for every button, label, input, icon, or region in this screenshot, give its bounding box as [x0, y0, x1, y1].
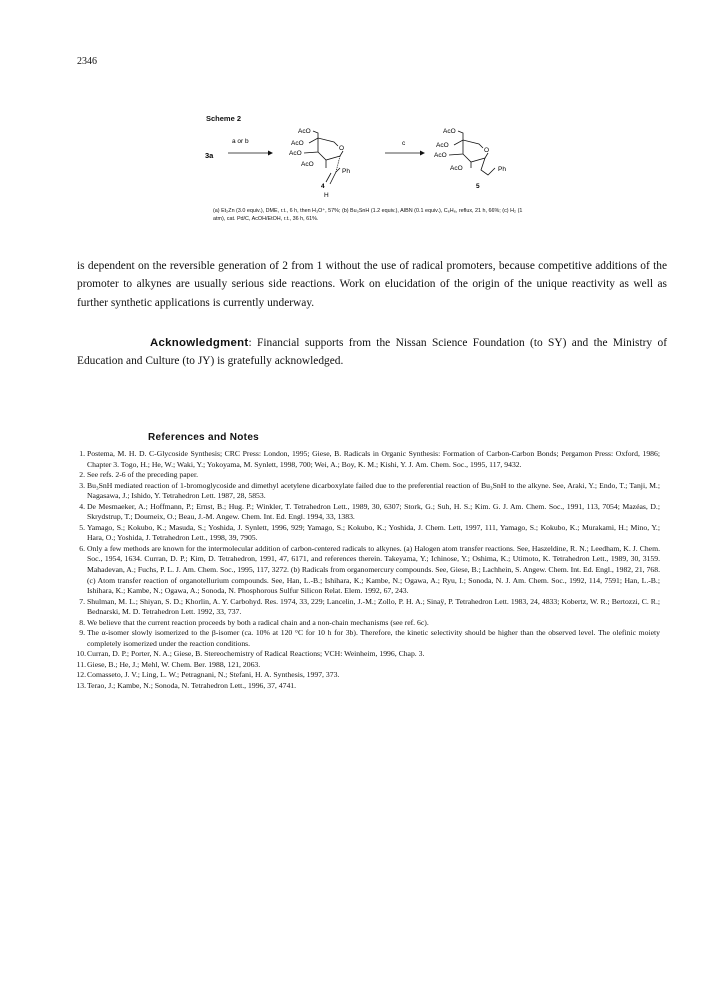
c4-aco-2: AcO	[301, 161, 314, 168]
reference-item	[77, 670, 660, 681]
reference-number: 2.	[79, 470, 85, 480]
references-list	[77, 449, 660, 692]
reference-item	[77, 523, 660, 544]
reference-number: 10.	[76, 649, 86, 659]
acknowledgment-text: : Financial supports from the Nissan Science Foundation (to SY) and the Ministry of Education and Culture (to JY) is gratefully acknowledged.	[77, 337, 667, 368]
reactant-label: 3a	[205, 151, 214, 160]
c4-phenyl: Ph	[342, 168, 350, 175]
c5-aco-4: AcO	[436, 142, 449, 149]
reference-text: The α-isomer slowly isomerized to the β-isomer (ca. 10% at 120 °C for 10 h for 3b). Therefore, the kinetic selectivity should be higher than the observed level. The olefinic moiety completely isomerized under the reaction conditions.	[87, 628, 660, 648]
c5-aco-6: AcO	[443, 128, 456, 135]
reference-text: We believe that the current reaction proceeds by both a radical chain and a non-chain mechanisms (see ref. 6c).	[87, 617, 429, 627]
compound-4-structure	[289, 128, 350, 199]
reference-text: Shulman, M. L.; Shiyan, S. D.; Khorlin, A. Y. Carbohyd. Res. 1974, 33, 229; Lancelin, J.-M.; Zollo, P. H. A.; Sinaÿ, P. Tetrahedron Lett. 1983, 24, 4833; Kobertz, W. R.; Bertozzi, C. R.; Bednarski, M. D. Tetrahedron Lett. 1992, 33, 737.	[87, 596, 660, 617]
arrow1-label: a or b	[232, 138, 249, 145]
c4-aco-4: AcO	[291, 140, 304, 147]
reference-text: Curran, D. P.; Porter, N. A.; Giese, B. Stereochemistry of Radical Reactions; VCH: Weinheim, 1996, Chap. 3.	[87, 649, 425, 659]
compound-5-label: 5	[476, 183, 480, 190]
reference-text: Postema, M. H. D. C-Glycoside Synthesis; CRC Press: London, 1995; Giese, B. Radicals in Organic Synthesis: Formation of Carbon-Carbon Bonds; Pergamon Press: Oxford, 1986; Chapter 3. Togo, H.; He, W.; Waki, Y.; Yokoyama, M. Synlett, 1998, 700; Wei, A.; Boy, K. M.; Kishi, Y. J. Am. Chem. Soc., 1995, 117, 9432.	[87, 449, 660, 469]
acknowledgment-heading: Acknowledgment	[150, 337, 249, 349]
arrow-head-1	[268, 151, 273, 156]
reference-text: See refs. 2-6 of the preceding paper.	[87, 470, 198, 480]
reference-item	[77, 681, 660, 692]
reaction-scheme	[0, 0, 720, 240]
references-title: References and Notes	[148, 432, 260, 443]
reference-item	[77, 660, 660, 671]
reference-text: Bu₃SnH mediated reaction of 1-bromoglycoside and dimethyl acetylene dicarboxylate failed due to the preferential reaction of Bu₃SnH to the alkyne. See, Araki, Y.; Endo, T.; Tanji, M.; Nagasawa, J.; Ishido, Y. Tetrahedron Lett. 1987, 28, 5853.	[87, 480, 660, 501]
reference-item	[77, 544, 660, 597]
reference-number: 13.	[76, 681, 86, 691]
reference-number: 6.	[79, 543, 85, 553]
reference-number: 1.	[79, 449, 85, 458]
reference-item	[77, 649, 660, 660]
reference-text: Terao, J.; Kambe, N.; Sonoda, N. Tetrahedron Lett., 1996, 37, 4741.	[87, 681, 297, 691]
reference-item	[77, 618, 660, 629]
c5-aco-3: AcO	[434, 152, 447, 159]
scheme-drawing	[0, 0, 720, 240]
compound-5-structure	[434, 128, 506, 175]
reference-text: Only a few methods are known for the intermolecular addition of carbon-centered radicals to alkynes. (a) Halogen atom transfer reactions. See, Haszeldine, R. N.; Leedham, K. J. Chem. Soc., 1954, 1634. Curran, D. P.; Kim, D. Tetrahedron, 1991, 47, 6171, and references therein. Takeyama, Y.; Ichinose, Y.; Oshima, K.; Utimoto, K. Tetrahedron Lett., 1989, 30, 3159. Mahadevan, A.; Fuchs, P. L. J. Am. Chem. Soc., 1995, 117, 3272. (b) Radicals from organomercury compounds. See, Giese, B.; Lachhein, S. Angew. Chem. Int. Ed. Engl., 1982, 21, 768. (c) Atom transfer reaction of organotellurium compounds. See, Han, L.-B.; Ishihara, K.; Kambe, N.; Ogawa, A.; Ryu, I.; Sonoda, N. J. Am. Chem. Soc., 1992, 114, 7591; Han, L.-B.; Ishihara, K.; Kambe, N.; Ogawa, A.; Sonoda, N. Phosphorous Sulfur Silicon Relat. Elem. 1992, 67, 243.	[87, 543, 660, 596]
reference-item	[77, 470, 660, 481]
reference-number: 7.	[79, 596, 85, 606]
reference-item	[77, 502, 660, 523]
reference-item	[77, 628, 660, 649]
arrow-head-2	[420, 151, 425, 156]
reference-number: 12.	[76, 670, 86, 680]
reference-number: 5.	[79, 522, 85, 532]
c5-ring-oxygen: O	[484, 147, 490, 154]
reference-text: Giese, B.; He, J.; Mehl, W. Chem. Ber. 1988, 121, 2063.	[87, 659, 261, 669]
arrow2-label: c	[402, 140, 406, 147]
reference-number: 8.	[79, 617, 85, 627]
reference-number: 4.	[79, 501, 85, 511]
c4-aco-3: AcO	[289, 150, 302, 157]
c4-aco-6: AcO	[298, 128, 311, 135]
body-paragraph: is dependent on the reversible generation of 2 from 1 without the use of radical promoters, because competitive additions of the promoter to alkynes are usually serious side reactions. Work on elucidation of the origin of the unique reactivity as well as further synthetic applications is currently underway.	[77, 260, 667, 309]
compound-4-label: 4	[321, 183, 325, 190]
c4-hydrogen: H	[324, 192, 329, 199]
reference-number: 3.	[79, 480, 85, 490]
c5-phenyl: Ph	[498, 166, 506, 173]
scheme-caption: (a) Et₂Zn (3.0 equiv.), DME, r.t., 6 h, then H₃O⁺, 57%; (b) Bu₃SnH (1.2 equiv.), AIBN (0.1 equiv.), C₆H₆, reflux, 21 h, 66%; (c) H₂ (1 atm), cat. Pd/C, AcOH/EtOH, r.t., 36 h, 61%.	[213, 208, 523, 223]
reference-text: Comasseto, J. V.; Ling, L. W.; Petragnani, N.; Stefani, H. A. Synthesis, 1997, 373.	[87, 670, 340, 680]
reference-number: 9.	[79, 628, 85, 638]
acknowledgment-paragraph	[77, 334, 667, 371]
reference-item	[77, 597, 660, 618]
reference-text: Yamago, S.; Kokubo, K.; Masuda, S.; Yoshida, J. Synlett, 1996, 929; Yamago, S.; Kokubo, K.; Yoshida, J. Chem. Lett, 1997, 111, Yamago, S.; Kokubo, K.; Murakami, H.; Mino, Y.; Hara, O.; Yoshida, J. Tetrahedron Lett., 1998, 39, 7905.	[87, 522, 660, 543]
reference-item	[77, 449, 660, 470]
scheme-title: Scheme 2	[206, 114, 242, 123]
reference-text: De Mesmaeker, A.; Hoffmann, P.; Ernst, B.; Hug. P.; Winkler, T. Tetrahedron Lett., 1989, 30, 6307; Stork, G.; Suh, H. S.; Kim. G. J. Am. Chem. Soc., 1991, 113, 7054; Mazéas, D.; Skrydstrup, T.; Doumeix, O.; Beau, J.-M. Angew. Chem. Int. Ed. Engl. 1994, 33, 1383.	[87, 501, 660, 522]
c4-ring-oxygen: O	[339, 145, 345, 152]
reference-number: 11.	[76, 659, 86, 669]
c5-aco-2: AcO	[450, 165, 463, 172]
page-number: 2346	[77, 56, 97, 67]
reference-item	[77, 481, 660, 502]
